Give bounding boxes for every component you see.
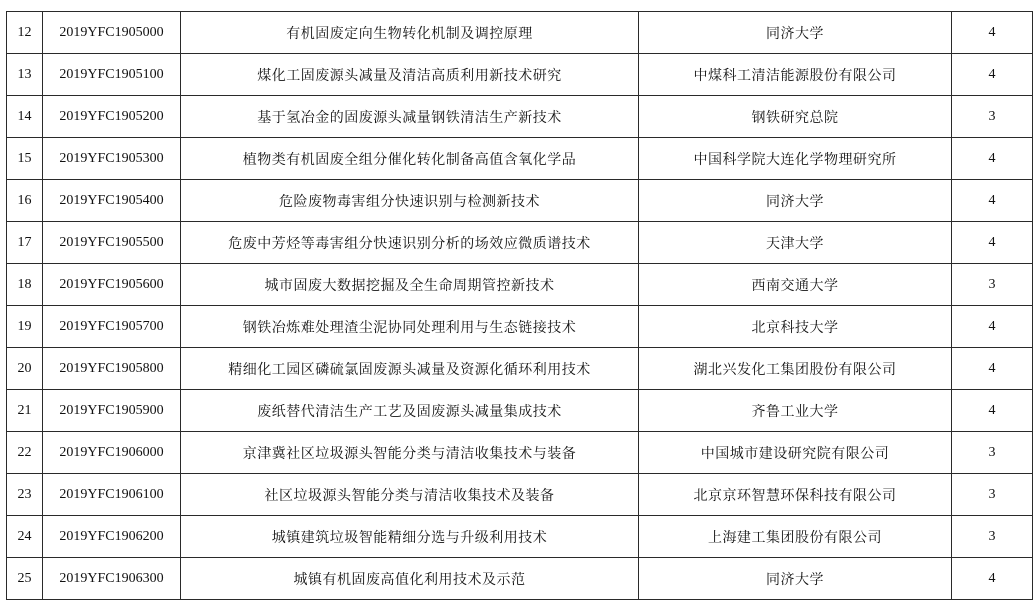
project-title-cell: 植物类有机固废全组分催化转化制备高值含氧化学品 bbox=[181, 138, 639, 180]
row-number-cell: 25 bbox=[7, 558, 43, 600]
row-number-cell: 20 bbox=[7, 348, 43, 390]
project-code-cell: 2019YFC1906000 bbox=[43, 432, 181, 474]
table-row bbox=[7, 558, 1033, 600]
table-row bbox=[7, 264, 1033, 306]
row-number-cell: 13 bbox=[7, 54, 43, 96]
project-code-cell: 2019YFC1905200 bbox=[43, 96, 181, 138]
organization-cell: 同济大学 bbox=[639, 558, 952, 600]
project-title-cell: 危险废物毒害组分快速识别与检测新技术 bbox=[181, 180, 639, 222]
table-row bbox=[7, 96, 1033, 138]
organization-cell: 西南交通大学 bbox=[639, 264, 952, 306]
row-number-cell: 15 bbox=[7, 138, 43, 180]
project-code-cell: 2019YFC1905700 bbox=[43, 306, 181, 348]
duration-cell: 3 bbox=[952, 432, 1033, 474]
organization-cell: 同济大学 bbox=[639, 12, 952, 54]
project-code-cell: 2019YFC1905000 bbox=[43, 12, 181, 54]
row-number-cell: 14 bbox=[7, 96, 43, 138]
project-title-cell: 精细化工园区磷硫氯固废源头减量及资源化循环利用技术 bbox=[181, 348, 639, 390]
row-number-cell: 21 bbox=[7, 390, 43, 432]
table-row bbox=[7, 348, 1033, 390]
project-title-cell: 京津冀社区垃圾源头智能分类与清洁收集技术与装备 bbox=[181, 432, 639, 474]
project-title-cell: 社区垃圾源头智能分类与清洁收集技术及装备 bbox=[181, 474, 639, 516]
row-number-cell: 16 bbox=[7, 180, 43, 222]
duration-cell: 3 bbox=[952, 516, 1033, 558]
row-number-cell: 24 bbox=[7, 516, 43, 558]
project-code-cell: 2019YFC1905900 bbox=[43, 390, 181, 432]
duration-cell: 4 bbox=[952, 390, 1033, 432]
duration-cell: 3 bbox=[952, 474, 1033, 516]
organization-cell: 中国科学院大连化学物理研究所 bbox=[639, 138, 952, 180]
project-title-cell: 危废中芳烃等毒害组分快速识别分析的场效应微质谱技术 bbox=[181, 222, 639, 264]
duration-cell: 3 bbox=[952, 264, 1033, 306]
row-number-cell: 17 bbox=[7, 222, 43, 264]
table-row bbox=[7, 222, 1033, 264]
duration-cell: 4 bbox=[952, 138, 1033, 180]
project-title-cell: 煤化工固废源头减量及清洁高质利用新技术研究 bbox=[181, 54, 639, 96]
row-number-cell: 12 bbox=[7, 12, 43, 54]
project-code-cell: 2019YFC1905600 bbox=[43, 264, 181, 306]
project-code-cell: 2019YFC1905800 bbox=[43, 348, 181, 390]
table-row bbox=[7, 180, 1033, 222]
organization-cell: 中煤科工清洁能源股份有限公司 bbox=[639, 54, 952, 96]
project-code-cell: 2019YFC1906100 bbox=[43, 474, 181, 516]
project-title-cell: 城市固废大数据挖掘及全生命周期管控新技术 bbox=[181, 264, 639, 306]
organization-cell: 钢铁研究总院 bbox=[639, 96, 952, 138]
duration-cell: 4 bbox=[952, 558, 1033, 600]
organization-cell: 中国城市建设研究院有限公司 bbox=[639, 432, 952, 474]
table-row bbox=[7, 516, 1033, 558]
row-number-cell: 22 bbox=[7, 432, 43, 474]
duration-cell: 4 bbox=[952, 348, 1033, 390]
project-code-cell: 2019YFC1906200 bbox=[43, 516, 181, 558]
organization-cell: 北京科技大学 bbox=[639, 306, 952, 348]
project-code-cell: 2019YFC1905300 bbox=[43, 138, 181, 180]
table-row bbox=[7, 390, 1033, 432]
table-row bbox=[7, 306, 1033, 348]
table-row bbox=[7, 12, 1033, 54]
duration-cell: 4 bbox=[952, 222, 1033, 264]
row-number-cell: 19 bbox=[7, 306, 43, 348]
project-title-cell: 城镇建筑垃圾智能精细分选与升级利用技术 bbox=[181, 516, 639, 558]
duration-cell: 4 bbox=[952, 12, 1033, 54]
table-row bbox=[7, 474, 1033, 516]
project-code-cell: 2019YFC1906300 bbox=[43, 558, 181, 600]
organization-cell: 齐鲁工业大学 bbox=[639, 390, 952, 432]
project-title-cell: 钢铁冶炼难处理渣尘泥协同处理利用与生态链接技术 bbox=[181, 306, 639, 348]
organization-cell: 上海建工集团股份有限公司 bbox=[639, 516, 952, 558]
organization-cell: 天津大学 bbox=[639, 222, 952, 264]
duration-cell: 4 bbox=[952, 306, 1033, 348]
table-body bbox=[7, 12, 1033, 600]
row-number-cell: 23 bbox=[7, 474, 43, 516]
project-table bbox=[6, 11, 1033, 600]
row-number-cell: 18 bbox=[7, 264, 43, 306]
project-code-cell: 2019YFC1905100 bbox=[43, 54, 181, 96]
table-row bbox=[7, 432, 1033, 474]
project-title-cell: 废纸替代清洁生产工艺及固废源头减量集成技术 bbox=[181, 390, 639, 432]
duration-cell: 4 bbox=[952, 180, 1033, 222]
project-code-cell: 2019YFC1905500 bbox=[43, 222, 181, 264]
project-title-cell: 有机固废定向生物转化机制及调控原理 bbox=[181, 12, 639, 54]
table-row bbox=[7, 54, 1033, 96]
project-code-cell: 2019YFC1905400 bbox=[43, 180, 181, 222]
project-title-cell: 基于氢冶金的固废源头减量钢铁清洁生产新技术 bbox=[181, 96, 639, 138]
project-title-cell: 城镇有机固废高值化利用技术及示范 bbox=[181, 558, 639, 600]
organization-cell: 北京京环智慧环保科技有限公司 bbox=[639, 474, 952, 516]
duration-cell: 3 bbox=[952, 96, 1033, 138]
organization-cell: 同济大学 bbox=[639, 180, 952, 222]
duration-cell: 4 bbox=[952, 54, 1033, 96]
table-row bbox=[7, 138, 1033, 180]
organization-cell: 湖北兴发化工集团股份有限公司 bbox=[639, 348, 952, 390]
